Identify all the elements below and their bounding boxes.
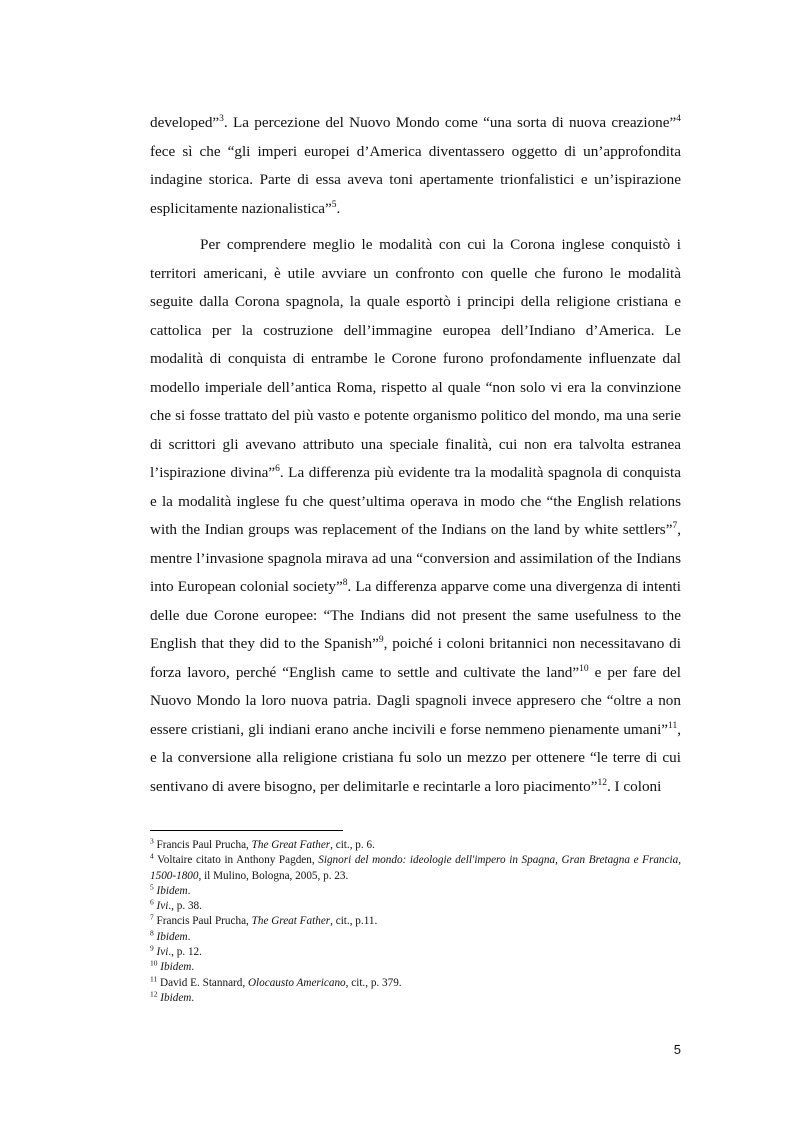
footnote-number: 4: [150, 851, 154, 861]
footnote-text: .: [191, 961, 195, 974]
text-run: .: [336, 199, 341, 217]
text-run: , mentre l’invasione spagnola mirava ad una “conversion and assimilation of the Indians into European colonial society”: [150, 521, 681, 595]
footnote-text: .: [191, 991, 195, 1004]
footnote-text: Voltaire citato in Anthony Pagden,: [153, 854, 319, 867]
footnote-title: The Great Father: [251, 915, 331, 928]
footnote-ref-5[interactable]: 5: [331, 199, 337, 210]
footnote-title: Ibidem: [156, 930, 188, 943]
text-run: developed”: [150, 114, 220, 131]
text-run: Per comprendere meglio le modalità con cui la Corona inglese conquistò i territori americani, è utile avviare un confronto con quelle che furono le modalità seguite dalla Corona spagnola, la quale esportò i principi della religione cristiana e cattolica per la costruzione dell’immagine europea dell’Indiano d’America. Le modalità di conquista di entrambe le Corone furono profondamente influenzate dal modello imperiale dell’antica Roma, rispetto al quale “non solo vi era la convinzione che si fosse trattato del più vasto e potente organismo politico del mondo, ma una serie di scrittori gli avevano attributo una speciale finalità, cui non era talvolta estranea l’ispirazione divina”: [150, 236, 681, 481]
footnote-separator: [150, 830, 343, 831]
text-run: , poiché i coloni britannici non necessitavano di forza lavoro, perché “English came to settle and cultivate the land”: [150, 635, 681, 681]
footnotes: [150, 838, 681, 1006]
footnote-number: 10: [150, 958, 158, 968]
footnote-12: [150, 991, 681, 1006]
footnote-title: Ibidem: [156, 884, 188, 897]
footnote-8: [150, 930, 681, 945]
footnote-title: Ibidem: [160, 991, 192, 1004]
footnote-number: 11: [150, 973, 158, 983]
footnote-number: 6: [150, 897, 154, 907]
footnote-ref-3[interactable]: 3: [219, 113, 224, 124]
footnote-title: Signori del mondo: ideologie dell'impero in Spagna, Gran Bretagna e Francia, 1500-1800: [150, 854, 681, 882]
footnote-7: [150, 914, 681, 929]
footnote-ref-11[interactable]: 11: [668, 720, 678, 731]
footnote-title: Olocausto Americano: [247, 976, 346, 989]
footnote-number: 3: [150, 836, 154, 846]
footnote-text: , cit., p. 6.: [330, 839, 375, 851]
footnote-4: [150, 853, 681, 884]
footnote-ref-9[interactable]: 9: [378, 634, 384, 645]
footnote-title: Ibidem: [160, 961, 192, 974]
footnote-9: [150, 945, 681, 960]
footnote-text: ., p. 12.: [168, 946, 202, 959]
footnote-text: .: [187, 884, 191, 897]
footnote-text: David E. Stannard,: [157, 976, 248, 989]
footnote-text: , cit., p. 379.: [345, 976, 402, 989]
text-run: . La percezione del Nuovo Mondo come “una sorta di nuova creazione”: [223, 114, 677, 131]
footnote-number: 8: [150, 928, 154, 938]
footnote-5: [150, 884, 681, 899]
page-number: 5: [673, 1042, 681, 1057]
paragraph-1: [150, 109, 681, 223]
footnote-6: [150, 899, 681, 914]
footnote-text: ., p. 38.: [168, 900, 202, 913]
text-run: , e la conversione alla religione cristiana fu solo un mezzo per ottenere “le terre di cui sentivano di avere bisogno, per delimitarle e recintarle a loro piacimento”: [150, 720, 681, 795]
footnote-title: Ivi: [156, 900, 169, 913]
body-text: [150, 109, 681, 801]
text-run: fece sì che “gli imperi europei d’America diventassero oggetto di un’approfondita indagine storica. Parte di essa aveva toni apertamente trionfalistici e un’ispirazione esplicitamente nazionalistica”: [150, 142, 681, 217]
footnote-text: Francis Paul Prucha,: [153, 915, 252, 928]
footnote-number: 12: [150, 989, 158, 999]
footnote-ref-7[interactable]: 7: [672, 520, 678, 531]
footnote-ref-12[interactable]: 12: [597, 777, 607, 788]
footnote-ref-4[interactable]: 4: [676, 113, 681, 124]
footnote-title: The Great Father: [251, 839, 331, 851]
footnote-title: Ivi: [156, 946, 169, 959]
text-run: e per fare del Nuovo Mondo la loro nuova patria. Dagli spagnoli invece appresero che “oltre a non essere cristiani, gli indiani erano anche incivili e forse nemmeno pienamente umani”: [150, 663, 681, 738]
footnote-ref-10[interactable]: 10: [579, 663, 589, 674]
footnote-text: , il Mulino, Bologna, 2005, p. 23.: [198, 869, 349, 882]
footnote-text: Francis Paul Prucha,: [153, 839, 252, 851]
text-run: . La differenza apparve come una divergenza di intenti delle due Corone europee: “The Indians did not present the same usefulness to the English that they did to the Spanish”: [150, 578, 681, 652]
text-run: . I coloni: [606, 777, 662, 795]
footnote-3: [150, 838, 681, 853]
text-run: . La differenza più evidente tra la modalità spagnola di conquista e la modalità inglese fu che quest’ultima operava in modo che “the English relations with the Indian groups was replacement of the Indians on the land by white settlers”: [150, 464, 681, 538]
footnote-ref-6[interactable]: 6: [275, 463, 280, 474]
footnote-number: 9: [150, 943, 154, 953]
footnote-text: .: [187, 930, 191, 943]
footnote-number: 7: [150, 912, 154, 922]
footnote-number: 5: [150, 882, 154, 892]
footnote-text: , cit., p.11.: [330, 915, 378, 928]
paragraph-2: [150, 231, 681, 801]
footnote-10: [150, 960, 681, 975]
footnote-11: [150, 973, 681, 991]
footnote-ref-8[interactable]: 8: [342, 577, 348, 588]
